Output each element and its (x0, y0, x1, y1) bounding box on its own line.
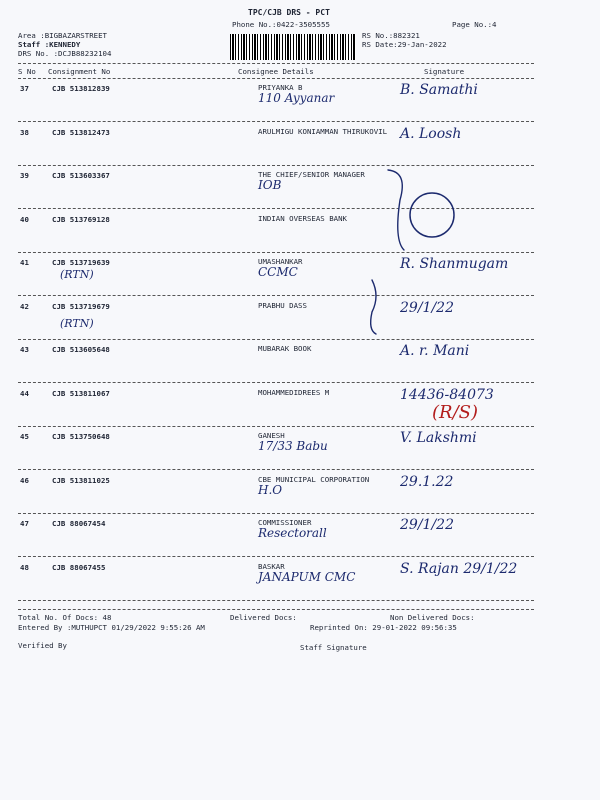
row-consignee: INDIAN OVERSEAS BANK (258, 213, 347, 223)
entered-by: Entered By :MUTHUPCT 01/29/2022 9:55:26 AM (18, 623, 205, 632)
row-consignment-no: CJB 513605648 (52, 345, 110, 354)
row-handwriting-1: Resectorall (258, 526, 327, 540)
row-divider (18, 165, 534, 166)
row-consignee: ARULMIGU KONIAMMAN THIRUKOVIL (258, 126, 388, 136)
row-sno: 48 (20, 562, 29, 572)
drs-number: DRS No. :DCJB88232104 (18, 49, 112, 58)
col-signature: Signature (424, 67, 465, 76)
row-handwriting-2: A. r. Mani (400, 343, 470, 359)
row-consignee: MOHAMMEDIDREES M (258, 387, 330, 397)
stamp-seal-icon (410, 193, 454, 237)
delivered-docs: Delivered Docs: (230, 613, 297, 622)
row-consignment-no: CJB 88067454 (52, 519, 106, 528)
row-handwriting-1: H.O (258, 482, 283, 497)
document-title: TPC/CJB DRS - PCT (248, 8, 330, 17)
col-consignee: Consignee Details (238, 67, 314, 76)
row-divider (18, 208, 534, 209)
row-consignment-no: CJB 513719679 (52, 301, 110, 311)
staff-label: Staff :KENNEDY (18, 40, 81, 49)
row-consignee: PRIYANKA B (258, 83, 303, 92)
row-consignment-no: CJB 513811067 (52, 388, 110, 398)
rtn-mark-42: (RTN) (60, 317, 94, 330)
row-sno: 38 (20, 127, 29, 137)
row-handwriting-2: 29.1.22 (400, 473, 454, 490)
row-sno: 42 (20, 301, 29, 311)
footer-divider (18, 609, 534, 610)
row-consignment-no: CJB 513812839 (52, 84, 110, 93)
verified-by: Verified By (18, 641, 67, 650)
row-consignment-no: CJB 88067455 (52, 562, 106, 572)
bracket-signature2-icon (371, 280, 376, 334)
row-handwriting-2: 29/1/22 (400, 299, 454, 316)
staff-signature-label: Staff Signature (300, 643, 367, 652)
col-sno: S No (18, 67, 36, 76)
row-handwriting-1: JANAPUM CMC (258, 569, 356, 584)
row-sno: 37 (20, 84, 29, 93)
row-divider (18, 121, 534, 122)
row-handwriting-2: 14436-84073 (400, 386, 494, 403)
row-consignee: UMASHANKAR (258, 257, 303, 266)
col-consignment: Consignment No (48, 67, 111, 76)
row-handwriting-2: S. Rajan 29/1/22 (400, 560, 518, 577)
row-divider (18, 382, 534, 383)
non-delivered-docs: Non Delivered Docs: (390, 613, 475, 622)
row-handwriting-2: 29/1/22 (400, 517, 454, 533)
row-consignee: CBE MUNICIPAL CORPORATION (258, 474, 370, 484)
row-handwriting-2: A. Loosh (400, 125, 462, 142)
row-consignment-no: CJB 513812473 (52, 127, 110, 137)
row-divider (18, 556, 534, 557)
reprinted-on: Reprinted On: 29-01-2022 09:56:35 (310, 623, 457, 632)
page-number: Page No.:4 (452, 20, 497, 29)
row-handwriting-2: B. Samathi (400, 82, 478, 98)
row-handwriting-1: IOB (258, 178, 282, 192)
row-sno: 45 (20, 432, 29, 441)
row-sno: 44 (20, 388, 29, 398)
row-sno: 46 (20, 475, 29, 485)
row-divider (18, 600, 534, 601)
row-handwriting-1: CCMC (258, 265, 298, 279)
phone-number: Phone No.:0422-3505555 (232, 20, 330, 29)
rs-stamp-mark: (R/S) (432, 402, 478, 423)
row-sno: 39 (20, 171, 29, 180)
row-consignee: BASKAR (258, 561, 285, 571)
row-consignment-no: CJB 513750648 (52, 432, 110, 441)
barcode (230, 34, 356, 60)
row-sno: 40 (20, 214, 29, 224)
total-docs: Total No. Of Docs: 48 (18, 613, 112, 622)
row-sno: 47 (20, 519, 29, 528)
area-label: Area :BIGBAZARSTREET (18, 31, 107, 40)
row-consignment-no: CJB 513811025 (52, 475, 110, 485)
rtn-mark-41: (RTN) (60, 268, 94, 281)
rs-date: RS Date:29-Jan-2022 (362, 40, 447, 49)
row-divider (18, 469, 534, 470)
row-divider (18, 339, 534, 340)
bracket-signature-icon (388, 170, 404, 250)
row-handwriting-2: V. Lakshmi (400, 430, 477, 446)
row-consignee: GANESH (258, 431, 285, 440)
row-divider (18, 295, 534, 296)
row-consignee: MUBARAK BOOK (258, 344, 312, 353)
row-handwriting-1: 110 Ayyanar (258, 91, 335, 105)
row-consignee: PRABHU DASS (258, 300, 307, 310)
row-consignment-no: CJB 513769128 (52, 214, 110, 224)
row-sno: 41 (20, 258, 29, 267)
header-divider (18, 63, 534, 64)
row-handwriting-1: 17/33 Babu (258, 439, 328, 453)
row-divider (18, 252, 534, 253)
row-handwriting-2: R. Shanmugam (400, 256, 509, 272)
row-consignment-no: CJB 513719639 (52, 258, 110, 267)
row-consignment-no: CJB 513603367 (52, 171, 110, 180)
row-divider (18, 513, 534, 514)
row-consignee: THE CHIEF/SENIOR MANAGER (258, 170, 365, 179)
row-divider (18, 426, 534, 427)
row-sno: 43 (20, 345, 29, 354)
row-consignee: COMMISSIONER (258, 518, 312, 527)
rs-number: RS No.:882321 (362, 31, 420, 40)
column-divider (18, 78, 534, 79)
